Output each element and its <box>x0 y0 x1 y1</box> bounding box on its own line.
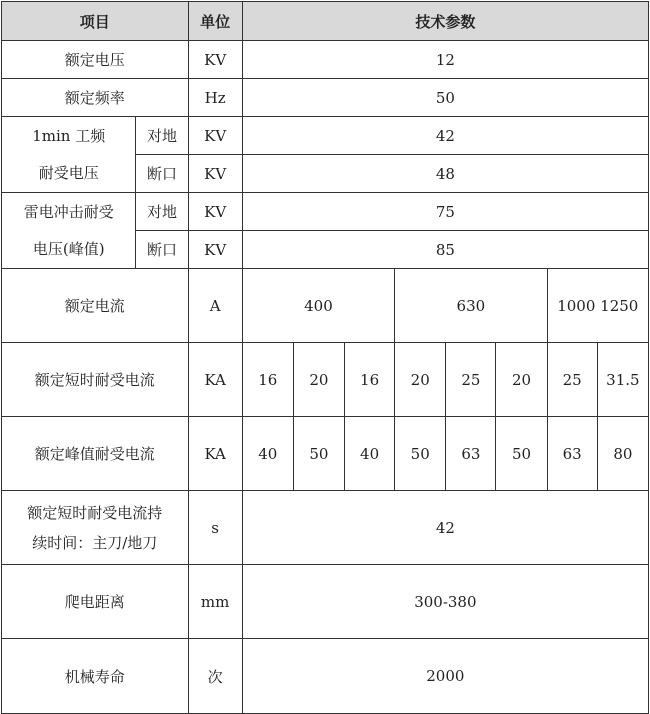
table-row-rated-voltage <box>2 41 649 79</box>
row-value: 25 <box>446 343 496 417</box>
table-row-mechanical-life <box>2 639 649 714</box>
table-row-rated-frequency <box>2 79 649 117</box>
row-value: 400 <box>242 269 394 343</box>
label-line: 续时间：主刀/地刀 <box>32 533 158 552</box>
header-row <box>2 2 649 41</box>
row-value: 63 <box>547 417 597 491</box>
label-line: 1min 工频 <box>32 126 106 145</box>
row-unit: KA <box>188 417 242 491</box>
row-value: 2000 <box>242 639 648 714</box>
spec-table <box>1 1 649 714</box>
row-value: 50 <box>242 79 648 117</box>
row-value: 12 <box>242 41 648 79</box>
row-value: 42 <box>242 117 648 155</box>
header-params: 技术参数 <box>242 2 648 41</box>
table-row-short-time-duration <box>2 491 649 565</box>
row-value: 63 <box>446 417 496 491</box>
row-label <box>2 193 136 269</box>
row-unit: s <box>188 491 242 565</box>
row-value: 50 <box>496 417 547 491</box>
row-value: 40 <box>242 417 293 491</box>
row-label: 额定短时耐受电流 <box>2 343 189 417</box>
row-value: 25 <box>547 343 597 417</box>
table-row-peak-current <box>2 417 649 491</box>
row-label: 额定电流 <box>2 269 189 343</box>
row-value: 20 <box>395 343 446 417</box>
row-unit: A <box>188 269 242 343</box>
row-value: 1000 1250 <box>547 269 648 343</box>
row-unit: 次 <box>188 639 242 714</box>
row-unit: KV <box>188 41 242 79</box>
row-label: 机械寿命 <box>2 639 189 714</box>
label-line: 雷电冲击耐受 <box>23 202 114 221</box>
row-unit: KV <box>188 231 242 269</box>
row-value: 75 <box>242 193 648 231</box>
label-line: 额定短时耐受电流持 <box>27 503 163 522</box>
row-value: 630 <box>395 269 547 343</box>
row-value: 50 <box>293 417 344 491</box>
row-value: 40 <box>345 417 395 491</box>
label-line: 电压(峰值) <box>32 239 105 258</box>
row-value: 20 <box>496 343 547 417</box>
row-value: 42 <box>242 491 648 565</box>
row-value: 80 <box>597 417 648 491</box>
table-row-creepage <box>2 565 649 639</box>
header-unit: 单位 <box>188 2 242 41</box>
table-row-power-freq-ground <box>2 117 649 155</box>
row-value: 85 <box>242 231 648 269</box>
row-value: 20 <box>293 343 344 417</box>
row-unit: KV <box>188 193 242 231</box>
row-value: 16 <box>345 343 395 417</box>
table-row-short-time-current <box>2 343 649 417</box>
row-label: 额定频率 <box>2 79 189 117</box>
row-unit: Hz <box>188 79 242 117</box>
table-row-lightning-ground <box>2 193 649 231</box>
row-sublabel: 断口 <box>136 231 188 269</box>
row-value: 16 <box>242 343 293 417</box>
label-line: 耐受电压 <box>38 163 99 182</box>
row-label: 爬电距离 <box>2 565 189 639</box>
row-sublabel: 断口 <box>136 155 188 193</box>
row-unit: KV <box>188 117 242 155</box>
row-value: 300-380 <box>242 565 648 639</box>
row-label <box>2 117 136 193</box>
row-value: 31.5 <box>597 343 648 417</box>
row-unit: KV <box>188 155 242 193</box>
header-item: 项目 <box>2 2 189 41</box>
row-unit: mm <box>188 565 242 639</box>
row-sublabel: 对地 <box>136 193 188 231</box>
row-sublabel: 对地 <box>136 117 188 155</box>
row-unit: KA <box>188 343 242 417</box>
row-label: 额定峰值耐受电流 <box>2 417 189 491</box>
row-label: 额定电压 <box>2 41 189 79</box>
table-row-rated-current <box>2 269 649 343</box>
row-label <box>2 491 189 565</box>
row-value: 50 <box>395 417 446 491</box>
row-value: 48 <box>242 155 648 193</box>
